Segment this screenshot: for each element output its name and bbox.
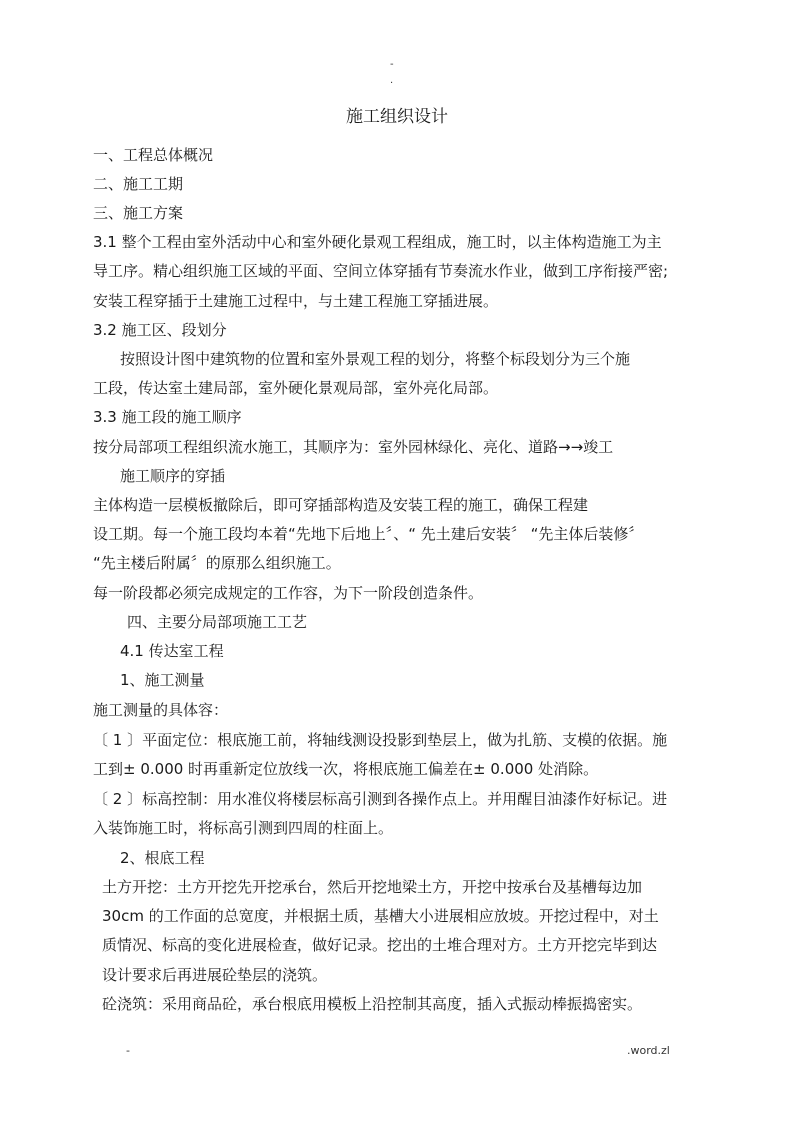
subsection-heading: 施工顺序的穿插 <box>120 467 226 485</box>
body-line: 〔 2 〕标高控制：用水准仪将楼层标高引测到各操作点上。并用醒目油漆作好标记。进 <box>93 790 668 808</box>
footer-left: - <box>126 1044 130 1057</box>
subsection-heading: 2、根底工程 <box>120 849 205 867</box>
body-line: 设计要求后再进展砼垫层的浇筑。 <box>102 966 328 984</box>
body-line: 导工序。精心组织施工区域的平面、空间立体穿插有节奏流水作业，做到工序衔接严密; <box>93 262 669 280</box>
body-line: 主体构造一层模板撤除后，即可穿插部构造及安装工程的施工，确保工程建 <box>93 496 589 514</box>
section-heading: 四、主要分局部项施工工艺 <box>127 613 308 631</box>
body-line: 每一阶段都必须完成规定的工作容，为下一阶段创造条件。 <box>93 584 484 602</box>
body-line: 工到± 0.000 时再重新定位放线一次，将根底施工偏差在± 0.000 处消除。 <box>93 760 599 778</box>
body-line: 工段，传达室土建局部，室外硬化景观局部，室外亮化局部。 <box>93 379 499 397</box>
body-line: 质情况、标高的变化进展检查，做好记录。挖出的土堆合理对方。土方开挖完毕到达 <box>102 936 658 954</box>
body-line: “先主楼后附属〞的原那么组织施工。 <box>93 554 341 572</box>
body-line: 3.1 整个工程由室外活动中心和室外硬化景观工程组成，施工时，以主体构造施工为主 <box>93 233 662 251</box>
body-line: 施工测量的具体容： <box>93 701 229 719</box>
header-mark: - <box>390 59 394 70</box>
body-line: 按照设计图中建筑物的位置和室外景观工程的划分，将整个标段划分为三个施 <box>120 350 631 368</box>
document-title: 施工组织设计 <box>346 107 448 127</box>
section-heading: 三、施工方案 <box>93 204 184 222</box>
body-line: 安装工程穿插于土建施工过程中，与土建工程施工穿插进展。 <box>93 292 499 310</box>
body-line: 砼浇筑：采用商品砼，承台根底用模板上沿控制其高度，插入式振动棒振捣密实。 <box>102 995 643 1013</box>
section-heading: 一、工程总体概况 <box>93 146 214 164</box>
footer-right: .word.zl <box>627 1044 670 1057</box>
header-mark: . <box>390 75 394 86</box>
body-line: 土方开挖：土方开挖先开挖承台，然后开挖地梁土方，开挖中按承台及基槽每边加 <box>102 878 643 896</box>
subsection-heading: 3.3 施工段的施工顺序 <box>93 408 242 426</box>
body-line: 入装饰施工时，将标高引测到四周的柱面上。 <box>93 819 394 837</box>
body-line: 设工期。每一个施工段均本着“先地下后地上〞、“ 先土建后安装〞 “先主体后装修〞 <box>93 525 644 543</box>
subsection-heading: 4.1 传达室工程 <box>120 642 224 660</box>
subsection-heading: 3.2 施工区、段划分 <box>93 321 227 339</box>
body-line: 按分局部项工程组织流水施工，其顺序为：室外园林绿化、亮化、道路→→竣工 <box>93 438 614 456</box>
subsection-heading: 1、施工测量 <box>120 671 205 689</box>
body-line: 〔 1 〕平面定位：根底施工前，将轴线测设投影到垫层上，做为扎筋、支模的依据。施 <box>93 731 668 749</box>
section-heading: 二、施工工期 <box>93 175 184 193</box>
body-line: 30cm 的工作面的总宽度，并根据土质，基槽大小进展相应放坡。开挖过程中，对土 <box>102 907 659 925</box>
